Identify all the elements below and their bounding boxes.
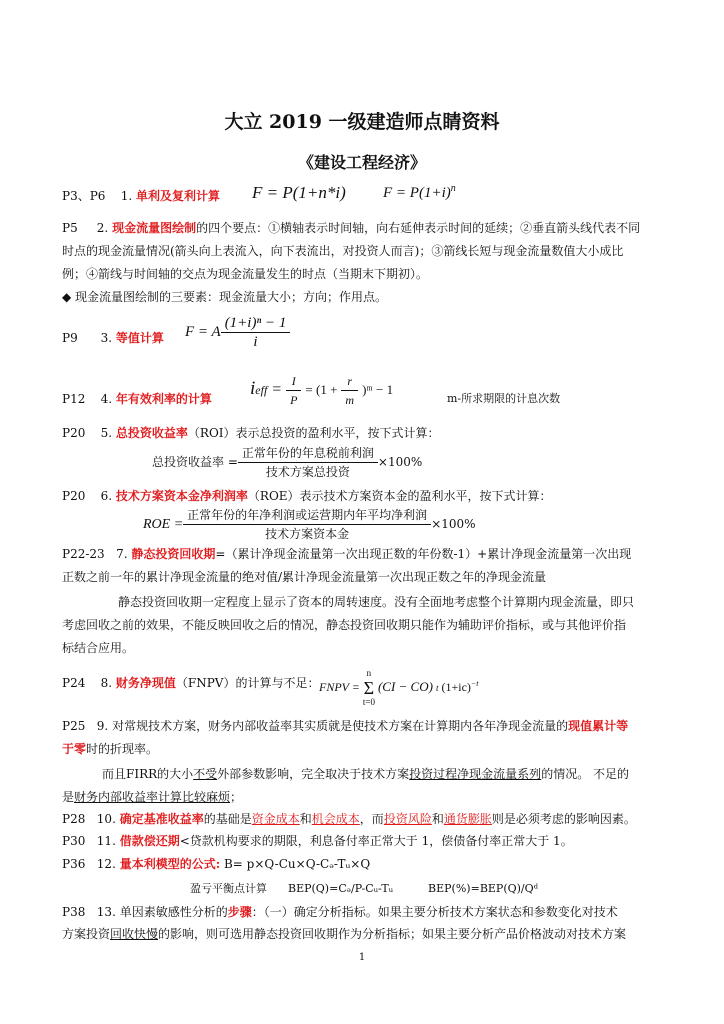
item-4-note: m-所求期限的计息次数 [447,392,561,405]
item-text: 的影响，则可选用静态投资回收期作为分析指标；如果主要分析产品价格波动对技术方案 [158,927,627,941]
item-text: 是 [62,790,75,804]
page-number: 1 [358,952,366,963]
formula-fraction [183,506,431,543]
sigma-upper: n [366,668,372,678]
item-text: 单因素敏感性分析的 [119,905,228,919]
item-heading: 财务净现值 [115,676,176,690]
item-7-line-4: 考虑回收之前的效果，不能反映回收之后的情况，静态投资回收期只能作为辅助评价指标，或与其他评价指 [62,618,627,632]
formula-tail: )ᵐ − 1 [362,382,394,398]
item-13-line-2 [62,926,662,942]
item-text: 和 [299,812,312,826]
item-13 [62,904,662,920]
fraction-denominator: 技术方案资本金 [265,527,350,541]
item-text: BEP(Q)=Cₔ/P-Cᵤ-Tᵤ [287,882,394,895]
formula-discount: (1+ic) [441,679,471,694]
item-text: 盈亏平衡点计算 [190,882,267,895]
item-number: 12. [96,857,116,871]
effective-rate-formula [250,372,393,409]
formula-lhs: 总投资收益率 = [152,455,238,469]
page-title: 大立 2019 一级建造师点睛资料 [224,111,500,133]
formula-tail: ×100% [431,517,476,531]
item-6 [62,488,662,504]
formula-lhs: ROE = [143,517,184,532]
item-text: （ROI）表示总投资的盈利水平，按下式计算： [187,426,440,440]
page-subtitle: 《建设工程经济》 [297,153,426,172]
formula-body: F = P(1+i) [383,185,451,201]
item-heading: 量本利模型的公式: [119,857,221,871]
item-3 [62,330,662,346]
page-ref: P30 [62,834,86,848]
formula-fraction-rm [341,372,358,409]
item-number: 10. [96,812,116,826]
fraction-denominator: 技术方案总投资 [265,465,350,479]
formula-lhs: FNPV = [319,679,360,694]
highlight-text: 于零 [62,742,87,756]
item-text: 的四个要点：①横轴表示时间轴，向右延伸表示时间的延续；②垂直箭头线代表不同 [196,221,641,235]
page-ref: P20 [62,489,86,503]
item-heading: 现金流量图绘制 [112,221,197,235]
item-11 [62,833,662,849]
page-ref: P3、P6 [62,189,106,203]
fraction-numerator: 正常年份的年净利润或运营期内年平均净利润 [183,506,431,525]
item-text: （FNPV）的计算与不足： [175,676,320,690]
page-ref: P9 [62,331,78,345]
highlight-text: 步骤 [227,905,252,919]
underlined-text: 不受 [193,767,218,781]
item-number: 3. [100,331,113,345]
item-number: 13. [96,905,116,919]
item-heading: 单利及复利计算 [135,189,220,203]
item-2-line-3: 例；④箭线与时间轴的交点为现金流量发生的时点（当期末下期初）。 [62,267,429,281]
underlined-text: 投资过程净现金流量系列 [409,767,542,781]
item-9 [62,718,662,734]
item-number: 1. [120,189,133,203]
item-2-bullet: ◆ 现金流量图绘制的三要素：现金流量大小；方向；作用点。 [62,290,388,304]
item-text: 的基础是 [203,812,252,826]
item-7 [62,546,662,562]
item-text: 外部参数影响，完全取决于技术方案 [217,767,410,781]
formula-subscript: eff [255,383,268,398]
item-number: 7. [116,547,128,561]
item-number: 9. [96,719,109,733]
item-heading: 等值计算 [115,331,164,345]
item-text: ，而 [359,812,384,826]
formula-body: (CI − CO) [377,678,433,694]
item-heading: 年有效利率的计算 [115,392,212,406]
page-ref: P38 [62,905,86,919]
roi-formula [152,444,422,481]
equivalent-value-formula [185,314,290,351]
item-10 [62,811,662,827]
item-number: 5. [100,426,113,440]
page-ref: P36 [62,857,86,871]
fnpv-formula [319,668,479,708]
item-7-line-2: 正数之前一年的累计净现金流量的绝对值/累计净现金流量第一次出现正数之年的净现金流量 [62,570,547,584]
item-text: 时的折现率。 [86,742,159,756]
formula-fraction [221,314,291,351]
item-heading: 借款偿还期 [119,834,180,848]
item-text: 和 [431,812,444,826]
formula-tail: ×100% [377,455,423,469]
fraction-denominator: i [253,334,258,350]
item-number: 11. [96,834,116,848]
page-ref: P12 [62,392,86,406]
item-number: 8. [100,676,113,690]
roe-formula [143,506,476,543]
fraction-denominator: m [345,393,355,407]
item-7-line-5: 标结合应用。 [62,641,135,655]
item-text: ：（一）确定分析指标。如果主要分析技术方案状态和参数变化对技术 [251,905,618,919]
item-heading: 总投资收益率 [115,426,188,440]
sigma-block [363,668,375,708]
item-heading: 确定基准收益率 [119,812,204,826]
formula-t: t [435,682,439,693]
compound-interest-formula [383,183,456,202]
item-9-line-4 [62,789,662,805]
item-heading: 技术方案资本金净利润率 [115,489,248,503]
highlight-text: 现值累计等 [568,719,629,733]
item-text: 对常规技术方案，财务内部收益率其实质就是使技术方案在计算期内各年净现金流量的 [112,719,569,733]
item-text: =（累计净现金流量第一次出现正数的年份数-1）+累计净现金流量第一次出现 [215,547,632,561]
fraction-numerator: 正常年份的年息税前利润 [238,444,378,463]
formula-fraction-ip [286,372,301,409]
page-ref: P5 [62,221,78,235]
highlight-text: 机会成本 [311,812,360,826]
underlined-text: 财务内部收益率计算比较麻烦 [74,790,231,804]
item-text: （ROE）表示技术方案资本金的盈利水平，按下式计算： [247,489,552,503]
item-text: 方案投资 [62,927,111,941]
fraction-numerator: (1+i)ⁿ − 1 [221,314,291,333]
item-12-line-2 [190,881,724,897]
highlight-text: 资金成本 [251,812,300,826]
page-ref: P20 [62,426,86,440]
highlight-text: 通货膨胀 [443,812,492,826]
formula-fraction [238,444,378,481]
item-text: 的情况。 不足的 [541,767,630,781]
item-2-line-2: 时点的现金流量情况(箭头向上表流入，向下表流出，对投资人而言)；③箭线长短与现金流量数值大小成比 [62,244,624,258]
formula-lhs: i [250,378,256,400]
fraction-denominator: P [290,393,298,407]
item-text: B= p×Q-Cu×Q-Cₔ-Tᵤ×Q [220,857,371,871]
fraction-numerator: I [286,372,301,391]
highlight-text: 投资风险 [383,812,432,826]
formula-lhs: F = A [185,323,221,340]
fraction-numerator: r [341,372,358,391]
underlined-text: 回收快慢 [110,927,159,941]
item-number: 4. [100,392,113,406]
item-heading: 静态投资回收期 [131,547,216,561]
simple-interest-formula: F = P(1+n*i) [252,183,346,202]
item-text: 而且FIRR的大小 [102,767,194,781]
item-2 [62,220,662,236]
page-ref: P22-23 [62,547,105,561]
item-9-line-3 [102,766,702,782]
item-text: ； [230,790,243,804]
formula-middle: = (1 + [305,382,338,398]
item-12 [62,856,662,872]
formula-equals: = [271,381,283,399]
page-ref: P24 [62,676,86,690]
sigma-lower: t=0 [362,697,375,707]
page-ref: P25 [62,719,86,733]
item-number: 6. [100,489,113,503]
item-text: <贷款机构要求的期限，利息备付率正常大于 1，偿债备付率正常大于 1。 [179,834,573,848]
page-ref: P28 [62,812,86,826]
item-1 [62,188,662,204]
item-text: 则是必须考虑的影响因素。 [491,812,636,826]
item-text: BEP(%)=BEP(Q)/Qᵈ [428,882,539,895]
sigma-symbol: Σ [363,678,375,698]
item-7-line-3: 静态投资回收期一定程度上显示了资本的周转速度。没有全面地考虑整个计算期内现金流量，即只 [118,595,635,609]
item-5 [62,425,662,441]
item-number: 2. [96,221,109,235]
item-9-line-2 [62,741,662,757]
formula-exponent: −t [470,678,479,688]
formula-exponent: n [450,183,456,194]
